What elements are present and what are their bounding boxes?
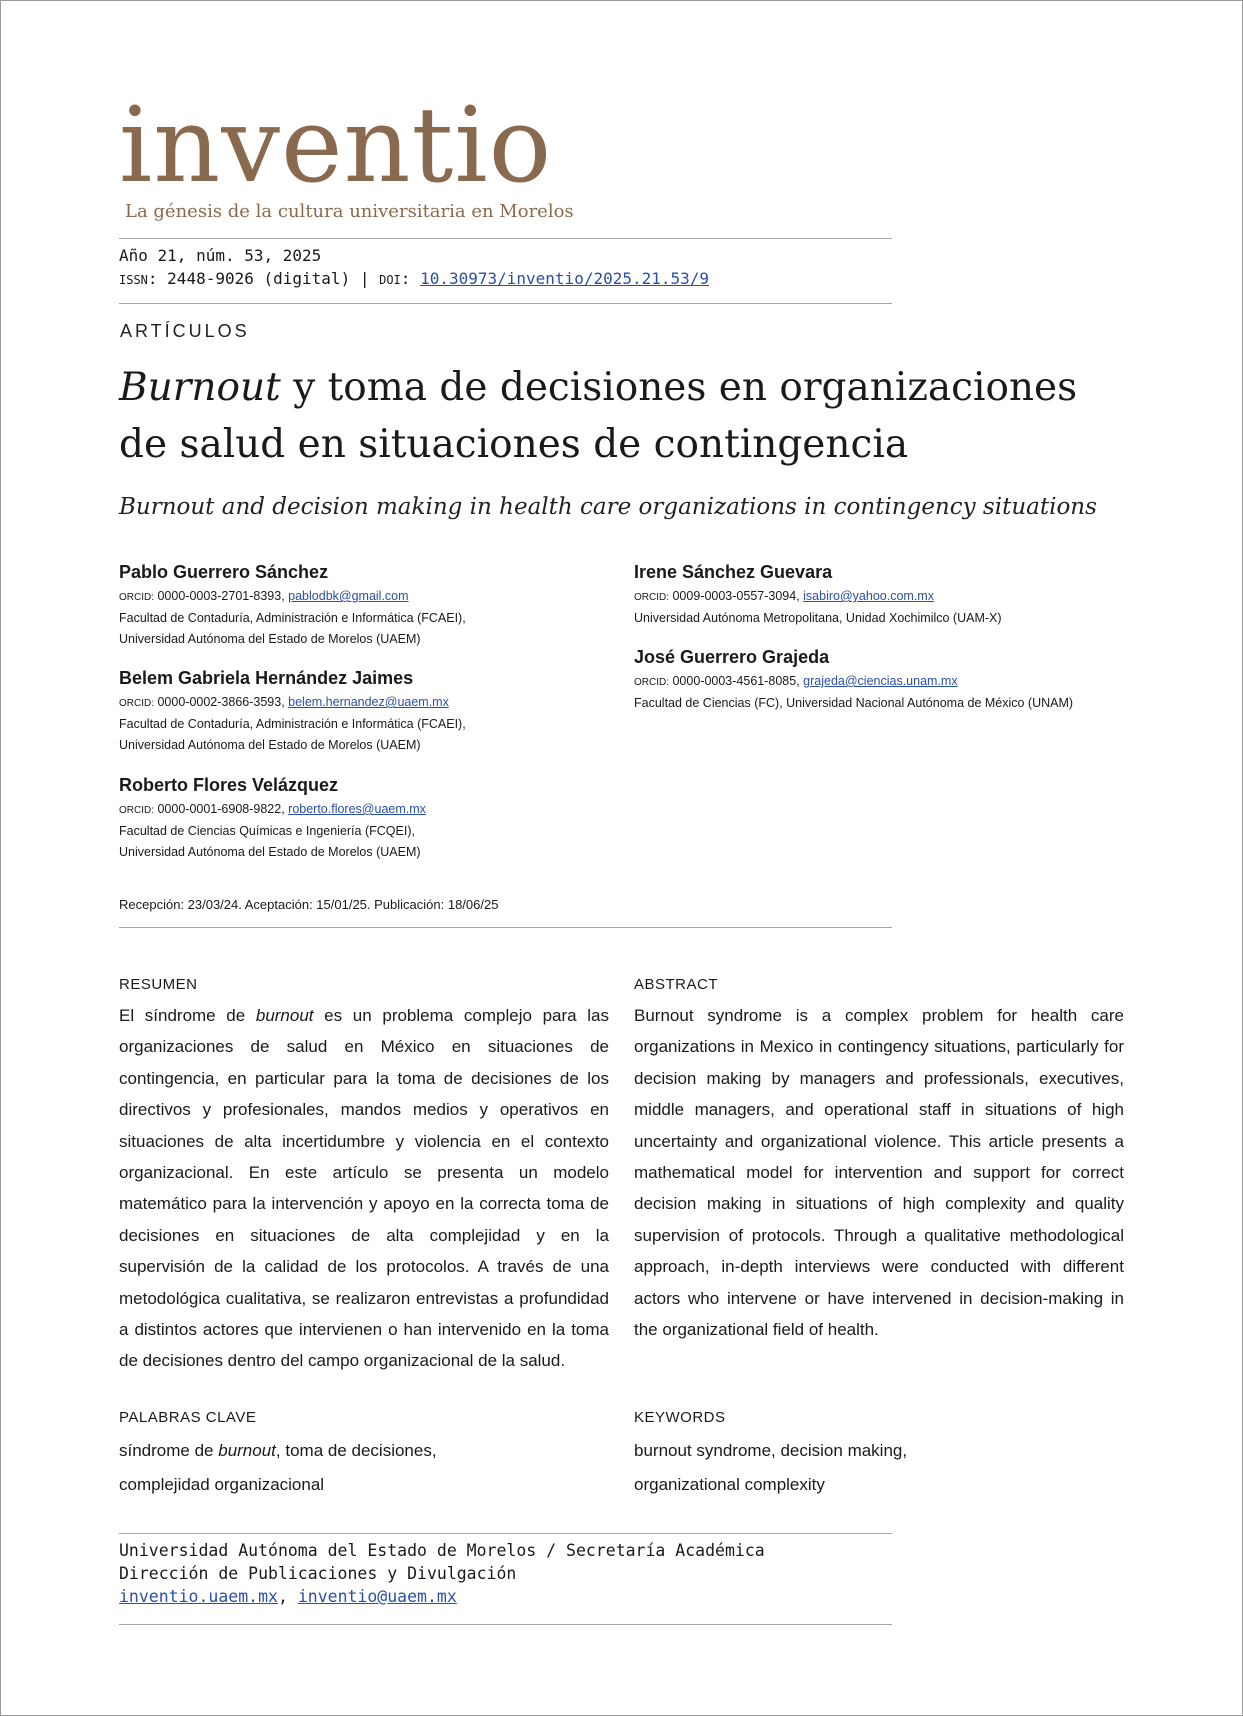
author-email-link[interactable]: belem.hernandez@uaem.mx [288, 695, 449, 709]
resumen-text: El síndrome de burnout es un problema complejo para las organizaciones de salud en México en situaciones de contingencia, en particular para la toma de decisiones de los directivos y profesionales, mandos medios y operativos en situaciones de alta incertidumbre y violencia en el contexto organizacional. En este artículo se presenta un modelo matemático para la intervención y apoyo en la correcta toma de decisiones en situaciones de alta complejidad y en la supervisión de la calidad de los protocolos. A través de una metodológica cualitativa, se realizaron entrevistas a profundidad a distintos actores que intervienen o han intervenido en la toma de decisiones dentro del campo organizacional de la salud. [119, 1006, 609, 1371]
journal-tagline: La génesis de la cultura universitaria en Morelos [125, 201, 574, 222]
keywords-list [634, 1434, 907, 1502]
keywords-heading: KEYWORDS [634, 1409, 726, 1426]
author-affiliation: Facultad de Contaduría, Administración e Informática (FCAEI), [119, 611, 466, 625]
author-name: Pablo Guerrero Sánchez [119, 562, 329, 582]
issn-value: 2448-9026 (digital) [167, 269, 351, 288]
author-orcid-line: ORCID: 0000-0002-3866-3593, belem.hernandez@uaem.mx [119, 695, 449, 709]
publisher-links: inventio.uaem.mx, inventio@uaem.mx [119, 1587, 457, 1606]
divider [119, 927, 892, 928]
author-email-link[interactable]: grajeda@ciencias.unam.mx [803, 674, 958, 688]
article-title [119, 359, 1079, 473]
divider [119, 303, 892, 304]
article-dates: Recepción: 23/03/24. Aceptación: 15/01/25. Publicación: 18/06/25 [119, 897, 499, 912]
article-subtitle: Burnout and decision making in health care organizations in contingency situations [119, 494, 1097, 520]
author-block [119, 666, 639, 756]
title-italic: Burnout [119, 365, 281, 410]
website-link[interactable]: inventio.uaem.mx [119, 1587, 278, 1606]
palabras-clave-line: complejidad organizacional [119, 1475, 325, 1494]
email-link[interactable]: inventio@uaem.mx [297, 1587, 457, 1606]
author-affiliation: Universidad Autónoma del Estado de Morelos (UAEM) [119, 632, 421, 646]
palabras-clave-list [119, 1434, 437, 1502]
author-orcid-line: ORCID: 0000-0003-4561-8085, grajeda@ciencias.unam.mx [634, 674, 958, 688]
abstract-text: Burnout syndrome is a complex problem for health care organizations in Mexico in contingency situations, particularly for decision making by managers and professionals, executives, middle managers, and operational staff in situations of high uncertainty and organizational violence. This article presents a mathematical model for intervention and support for correct decision making in situations of high complexity and quality supervision of protocols. Through a qualitative methodological approach, in-depth interviews were conducted with different actors who intervene or have intervened in decision-making in the organizational field of health. [634, 1006, 1124, 1340]
author-name: Irene Sánchez Guevara [634, 562, 833, 582]
journal-logo: inventio [119, 84, 553, 206]
keywords-line: burnout syndrome, decision making, [634, 1441, 908, 1460]
publisher-footer [119, 1539, 765, 1608]
publisher-line: Universidad Autónoma del Estado de Morelos / Secretaría Académica [119, 1541, 765, 1560]
author-affiliation: Facultad de Ciencias Químicas e Ingeniería (FCQEI), [119, 824, 415, 838]
doi-link[interactable]: 10.30973/inventio/2025.21.53/9 [420, 269, 710, 288]
issue-info: Año 21, núm. 53, 2025 [119, 246, 322, 265]
author-block [119, 560, 639, 650]
author-name: Belem Gabriela Hernández Jaimes [119, 668, 414, 688]
author-orcid-line: ORCID: 0009-0003-0557-3094, isabiro@yahoo.com.mx [634, 589, 934, 603]
author-affiliation: Universidad Autónoma del Estado de Morelos (UAEM) [119, 845, 421, 859]
author-affiliation: Universidad Autónoma del Estado de Morelos (UAEM) [119, 738, 421, 752]
author-affiliation: Facultad de Contaduría, Administración e Informática (FCAEI), [119, 717, 466, 731]
author-block [634, 560, 1154, 629]
author-email-link[interactable]: roberto.flores@uaem.mx [288, 802, 426, 816]
section-label: ARTÍCULOS [120, 321, 250, 341]
author-affiliation: Facultad de Ciencias (FC), Universidad Nacional Autónoma de México (UNAM) [634, 696, 1074, 710]
palabras-clave-heading: PALABRAS CLAVE [119, 1409, 257, 1426]
author-email-link[interactable]: pablodbk@gmail.com [288, 589, 409, 603]
resumen-heading: RESUMEN [119, 976, 198, 993]
author-email-link[interactable]: isabiro@yahoo.com.mx [803, 589, 934, 603]
author-block [634, 645, 1154, 714]
keywords-line: organizational complexity [634, 1475, 825, 1494]
issn-label: ISSN [119, 273, 148, 287]
issn-doi-line: ISSN: 2448-9026 (digital) | DOI: 10.30973/inventio/2025.21.53/9 [119, 269, 710, 288]
title-line2: de salud en situaciones de contingencia [119, 422, 909, 467]
doi-label: DOI [379, 273, 401, 287]
author-name: José Guerrero Grajeda [634, 647, 830, 667]
divider [119, 238, 892, 239]
abstract-heading: ABSTRACT [634, 976, 719, 993]
divider [119, 1624, 892, 1625]
author-affiliation: Universidad Autónoma Metropolitana, Unidad Xochimilco (UAM-X) [634, 611, 1002, 625]
author-name: Roberto Flores Velázquez [119, 775, 339, 795]
title-line1: y toma de decisiones en organizaciones [280, 365, 1078, 410]
publisher-line: Dirección de Publicaciones y Divulgación [119, 1564, 517, 1583]
divider [119, 1533, 892, 1534]
author-orcid-line: ORCID: 0000-0003-2701-8393, pablodbk@gmail.com [119, 589, 409, 603]
author-orcid-line: ORCID: 0000-0001-6908-9822, roberto.flores@uaem.mx [119, 802, 426, 816]
author-block [119, 773, 639, 863]
palabras-clave-line: síndrome de burnout, toma de decisiones, [119, 1441, 437, 1460]
